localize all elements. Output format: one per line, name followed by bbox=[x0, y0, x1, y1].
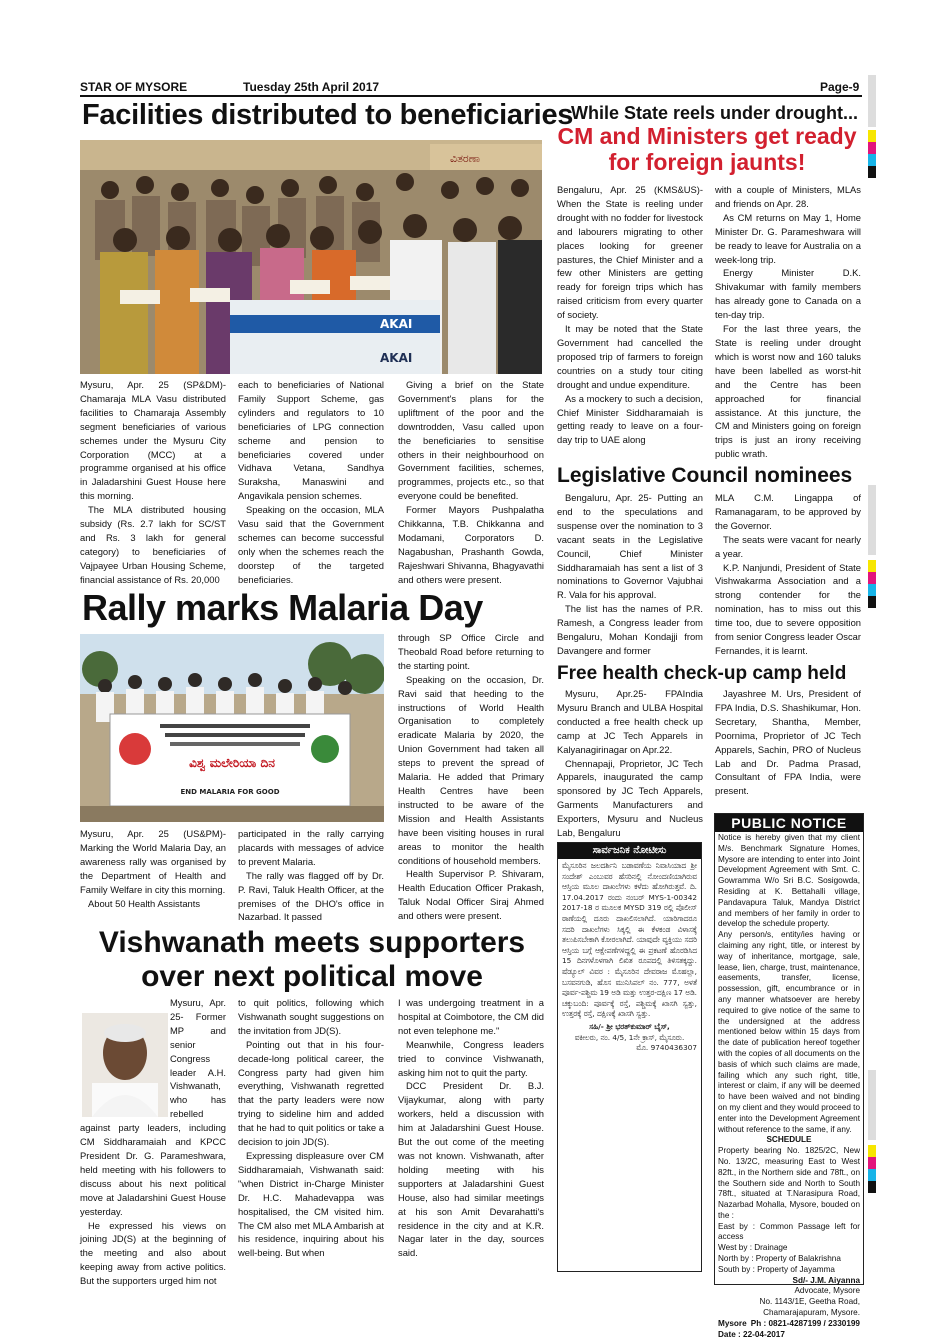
story2-headline-line2: for foreign jaunts! bbox=[608, 149, 806, 175]
public-notice-box bbox=[714, 813, 864, 1339]
story3-col2-p2: The seats were vacant for nearly a year. bbox=[715, 533, 861, 559]
kannada-notice-body: ಮೈಸೂರಿನ ಜಲದರ್ಶಿನಿ ಬಡಾವಣೆಯ ನಿವಾಸಿಯಾದ ಶ್ರೀ ಸಂದೇಶ್ ಎಂಬುವರ ಹೆಸರಿನಲ್ಲಿ ನೋಂದಣಿಯಾಗಿರುವ ಆಸ್ತಿಯ ಮೂಲ ದಾಖಲೆಗಳು ಕಳೆದು ಹೋಗಿರುತ್ತವೆ. ದಿ. 17.04.2017 ರಂದು ನಂಬರ್ MYS-1-00342 2017-18 ರ ಮೂಲಕ MYSD 319 ರಲ್ಲಿ ಪೊಲೀಸ್ ಠಾಣೆಯಲ್ಲಿ ದೂರು ದಾಖಲಿಸಲಾಗಿದೆ. ಯಾರಿಗಾದರೂ ಸದರಿ ದಾಖಲೆಗಳು ಸಿಕ್ಕಲ್ಲಿ ಈ ಕೆಳಕಂಡ ವಿಳಾಸಕ್ಕೆ ತಲುಪಿಸಬೇಕಾಗಿ ಕೋರಲಾಗಿದೆ. ಯಾವುದೇ ವ್ಯಕ್ತಿಯು ಸದರಿ ಆಸ್ತಿಯ ಬಗ್ಗೆ ಆಕ್ಷೇಪಣೆಗಳಿದ್ದಲ್ಲಿ ಈ ಪ್ರಕಟಣೆ ಹೊರಡಿಸಿದ 15 ದಿನಗಳೊಳಗಾಗಿ ಲಿಖಿತ ರೂಪದಲ್ಲಿ ತಿಳಿಸತಕ್ಕದ್ದು. ಷೆಡ್ಯೂಲ್ ವಿವರ : ಮೈಸೂರಿನ ದೇವರಾಜ ಮೊಹಲ್ಲಾ, ಬಸವನಗುಡಿ, ಹೊಸ ಮುನಿಸಿಪಲ್ ನಂ. 777, ಅಳತೆ ಪೂರ್ವ-ಪಶ್ಚಿಮ 19 ಅಡಿ ಮತ್ತು ಉತ್ತರ-ದಕ್ಷಿಣ 17 ಅಡಿ. ಚಕ್ಕುಬಂದಿ: ಪೂರ್ವಕ್ಕೆ ರಸ್ತೆ, ಪಶ್ಚಿಮಕ್ಕೆ ಖಾಸಗಿ ಸ್ವತ್ತು, ಉತ್ತರಕ್ಕೆ ರಸ್ತೆ, ದಕ್ಷಿಣಕ್ಕೆ ಖಾಸಗಿ ಸ್ವತ್ತು. bbox=[562, 861, 697, 1019]
beneficiaries-photo-art bbox=[80, 140, 542, 374]
story2-col2-p3: Energy Minister D.K. Shivakumar with family members has already gone to Canada on a ten-day trip. bbox=[715, 267, 861, 321]
story4-headline: Rally marks Malaria Day bbox=[82, 587, 483, 628]
story4-col3 bbox=[398, 631, 544, 923]
story1-col1-p1: Mysuru, Apr. 25 (SP&DM)- Chamaraja MLA Vasu distributed facilities to Chamaraja Assembly segment beneficiaries of various schemes under the Mysuru City Corporation (MCC) at a programme organised at his office in Jaladarshini Guest House here this morning. bbox=[80, 379, 226, 502]
story4-col2 bbox=[238, 827, 384, 924]
story6-col2-p3: Expressing displeasure over CM Siddharamaiah, Vishwanath said: "when District in-Charge Minister Dr. H.C. Mahadevappa was hospitalised, the CM visited him. The CM also met MLA Ambarish at his residence, inquiring about his well-being. But when bbox=[238, 1149, 384, 1259]
story4-col1-p2: About 50 Health Assistants bbox=[88, 897, 201, 909]
public-notice-phone: Ph : 0821-4287199 / 2330199 bbox=[750, 1318, 860, 1328]
story3-headline: Legislative Council nominees bbox=[557, 464, 853, 487]
story4-col3-p1: through SP Office Circle and Theobald Road before returning to the starting point. bbox=[398, 632, 544, 671]
registration-mark-cyan-3 bbox=[868, 1169, 876, 1181]
registration-mark-magenta bbox=[868, 142, 876, 154]
malaria-rally-photo-art bbox=[80, 634, 384, 822]
gray-mark-bottom bbox=[868, 1070, 876, 1140]
registration-mark-black-2 bbox=[868, 596, 876, 608]
public-notice-body: Notice is hereby given that my client M/s. Benchmark Signature Homes, Mysore are intending to enter into Joint Development Agreement with Smt. C. Gowramma W/o Sri B.C. Sosigowda, Residing at K. Bettahalli village, Pandavapura Taluk, Mandya District and members of her family in order to develop the schedule property. bbox=[718, 833, 860, 929]
rally-banner-line1: ವಿಶ್ವ ಮಲೇರಿಯಾ ದಿನ bbox=[189, 756, 275, 770]
story6-col2-p2: Pointing out that in his four-decade-long political career, the Congress party had given him everything, Vishwanath regretted that the party leaders were now trying to sideline him and added that he had to quit politics or take a decision to join JD(S). bbox=[238, 1038, 384, 1148]
public-notice-signature: Sd/- J.M. Aiyanna bbox=[792, 1275, 860, 1285]
story4-col2-p2: The rally was flagged off by Dr. P. Ravi, Taluk Health Officer, at the premises of the DHO's office in Nazarbad. It passed bbox=[238, 869, 384, 923]
public-notice-east: East by : Common Passage left for access bbox=[718, 1221, 860, 1242]
story6-col1-p1: Mysuru, Apr. 25- Former MP and senior Congress leader A.H. Vishwanath, who has rebelled against party leaders, including CM Siddharamaiah and KPCC President Dr. G. Parameshwara, held meeting with his followers to discuss about his next political move at Jaladarshini Guest House yesterday. bbox=[80, 997, 226, 1217]
public-notice-schedule: Property bearing No. 1825/2C, New No. 13/2C, measuring East to West 82ft., in the Northern side and 78ft., on the Southern side and North to South 78ft., situated at T.Narasipura Road, Nazarbad Mohalla, Mysore, bouded on the : bbox=[718, 1146, 860, 1220]
box-brand-text: AKAI bbox=[380, 317, 413, 331]
story5-col1 bbox=[557, 687, 703, 840]
registration-mark-yellow-2 bbox=[868, 560, 876, 572]
public-notice-north: North by : Property of Balakrishna bbox=[718, 1254, 841, 1264]
story1-col3 bbox=[398, 378, 544, 587]
public-notice-title: PUBLIC NOTICE bbox=[715, 814, 863, 832]
stage-banner-text: ವಿತರಣಾ bbox=[450, 152, 481, 165]
story2-kicker: While State reels under drought... bbox=[571, 103, 859, 123]
story5-col1-p2: Chennapaji, Proprietor, JC Tech Apparels, inaugurated the camp sponsored by JC Tech Apparels, Garments Manufacturers and Exporters, Mysuru and Nucleus Lab, Bengaluru bbox=[557, 757, 703, 839]
public-notice-schedule-title: SCHEDULE bbox=[766, 1135, 812, 1145]
portrait-wrap-spacer bbox=[80, 996, 170, 1121]
story1-col2-p1: each to beneficiaries of National Family Support Scheme, gas cylinders and regulators to 10 beneficiaries of LPG connection scheme and pension to beneficiaries covered under Vidhava Vetana, Sandhya Suraksha, Manaswini and Angavikala pension schemes. bbox=[238, 379, 384, 502]
story6-col1-p2: He expressed his views on joining JD(S) at the beginning of the meeting and also about keeping away from active politics. But the supporters urged him not bbox=[80, 1219, 226, 1287]
story3-col1 bbox=[557, 491, 703, 658]
story4-col3-p2: Speaking on the occasion, Dr. Ravi said that heeding to the instructions of World Health Organisation to completely eradicate Malaria by 2020, the Union Government had taken all steps to prevent the spread of Malaria. He added that Primary Health Centres have been instructed to be aware of the Mission and Health Assistants have been visiting houses in rural areas to monitor the health conditions of household members. bbox=[398, 673, 544, 866]
story3-col2 bbox=[715, 491, 861, 658]
public-notice-west: West by : Drainage bbox=[718, 1243, 788, 1253]
public-notice-footer bbox=[718, 1319, 860, 1330]
story6-col1 bbox=[80, 996, 226, 1288]
story4-col2-p1: participated in the rally carrying placards with messages of advice to prevent Malaria. bbox=[238, 828, 384, 867]
story6-col3-p3: DCC President Dr. B.J. Vijaykumar, along with party workers, held a discussion with him at Jaladarshini Guest House. But the out come of the meeting was not known. Vishwanath, after holding meeting with his supporters at Jaladarshini Guest House, also had similar meetings at his son Amit Devarahatti's residence in the city and at K.R. Nagar later in the day, sources said. bbox=[398, 1080, 544, 1259]
story5-col2 bbox=[715, 687, 861, 798]
issue-date: Tuesday 25th April 2017 bbox=[243, 80, 380, 94]
header-rule bbox=[80, 95, 862, 97]
paper-name: STAR OF MYSORE bbox=[80, 80, 188, 94]
malaria-rally-photo bbox=[80, 634, 384, 822]
story6-col3 bbox=[398, 996, 544, 1260]
kannada-notice-box bbox=[557, 842, 702, 1272]
story1-col2 bbox=[238, 378, 384, 587]
story2-col1-p3: As a mockery to such a decision, Chief Minister Siddharamaiah is getting ready to leave on a four-day trip to UAE along bbox=[557, 392, 703, 446]
public-notice-address1: No. 1143/1E, Geetha Road, bbox=[759, 1297, 860, 1307]
registration-mark-cyan-2 bbox=[868, 584, 876, 596]
story2-col1 bbox=[557, 183, 703, 447]
story2-col2-p2: As CM returns on May 1, Home Minister Dr. G. Parameshwara will be ready to leave for Australia on a week-long trip. bbox=[715, 211, 861, 265]
beneficiaries-photo bbox=[80, 140, 542, 374]
public-notice-place: Mysore bbox=[718, 1318, 747, 1328]
page-number: Page-9 bbox=[820, 80, 860, 94]
registration-mark-black-3 bbox=[868, 1181, 876, 1193]
gray-mark-mid bbox=[868, 485, 876, 555]
story1-col2-p2: Speaking on the occasion, MLA Vasu said that the Government schemes can become successful only when the schemes reach the doorstep of the targeted beneficiaries. bbox=[238, 504, 384, 585]
story6-headline-line1: Vishwanath meets supporters bbox=[98, 926, 526, 959]
story5-col2-p1: Jayashree M. Urs, President of FPA India, D.S. Shashikumar, Hon. Secretary, Shantha, Member, Poornima, Proprietor of JC Tech Apparels, Sachin, PRO of Nucleus Lab and Dr. Padma Prasad, Consultant of FPA India, were present. bbox=[715, 688, 861, 797]
story1-col1-p2: The MLA distributed housing subsidy (Rs. 2.7 lakh for SC/ST and Rs. 3 lakh for general category) to beneficiaries of Vajpayee Urban Housing Scheme, financial assistance of Rs. 20,000 bbox=[80, 504, 226, 585]
public-notice-date: Date : 22-04-2017 bbox=[718, 1329, 785, 1339]
story6-col2-p1: to quit politics, following which Vishwanath sought suggestions on the invitation from JD(S). bbox=[238, 997, 384, 1036]
public-notice-address2: Chamarajapuram, Mysore. bbox=[763, 1308, 860, 1318]
story3-col2-p3: K.P. Nanjundi, President of State Vishwakarma Association and a strong contender for the nomination, has to miss out this time too, due to severe opposition from senior Congress leader Oscar Fernandes, it is learnt. bbox=[715, 561, 861, 656]
story2-col1-p2: It may be noted that the State Government had cancelled the proposed trip of farmers to foreign countries on a study tour citing drought and undue expenditure. bbox=[557, 323, 703, 390]
story1-col1 bbox=[80, 378, 226, 587]
story2-headline-line1: CM and Ministers get ready bbox=[557, 123, 857, 149]
kannada-notice-sig1: ಸಹಿ/- ಶ್ರೀ ಭರತ್‌ಕುಮಾರ್ ಬೈಸ್, bbox=[589, 1021, 670, 1031]
registration-mark-magenta-2 bbox=[868, 572, 876, 584]
story3-col1-p2: The list has the names of P.R. Ramesh, a Congress leader from Bengaluru, Mohan Kondajji from Davangere and former bbox=[557, 603, 703, 656]
registration-mark-magenta-3 bbox=[868, 1157, 876, 1169]
registration-mark-yellow-3 bbox=[868, 1145, 876, 1157]
rally-banner-line2: END MALARIA FOR GOOD bbox=[180, 788, 280, 796]
registration-mark-black bbox=[868, 166, 876, 178]
box-brand-text-2: AKAI bbox=[380, 351, 413, 365]
registration-mark-cyan bbox=[868, 154, 876, 166]
public-notice-south: South by : Property of Jayamma bbox=[718, 1264, 835, 1274]
story2-col2-p1: with a couple of Ministers, MLAs and friends on Apr. 28. bbox=[715, 184, 861, 209]
kannada-notice-title: ಸಾರ್ವಜನಿಕ ನೋಟೀಸು bbox=[558, 843, 701, 859]
story2-col2-p4: For the last three years, the State is reeling under drought which is worst now and 160 taluks have been labelled as worst-hit and the Centre has been approached for financial assistance. At this juncture, the CM and Ministers going on foreign trips is just an irony receiving public wrath. bbox=[715, 323, 861, 460]
story5-col1-p1: Mysuru, Apr.25- FPAIndia Mysuru Branch and ULBA Hospital conducted a free health check up camp at JC Tech Apparels in Kalyanagirinagar on Apr.22. bbox=[557, 688, 703, 755]
story3-col1-p1: Bengaluru, Apr. 25- Putting an end to the speculations and suspense over the nomination to 3 vacant seats in the Legislative Council, Chief Minister Siddharamaiah has sent a list of 3 nominations to Governor Vajubhai R. Vala for his approval. bbox=[557, 492, 703, 601]
story6-col3-p2: Meanwhile, Congress leaders tried to convince Vishwanath, asking him not to quit the party. bbox=[398, 1038, 544, 1078]
registration-mark-yellow bbox=[868, 130, 876, 142]
kannada-notice-sig3: ಮೊ. 9740436307 bbox=[636, 1043, 697, 1053]
story6-col2 bbox=[238, 996, 384, 1260]
story2-col1-p1: Bengaluru, Apr. 25 (KMS&US)- When the State is reeling under drought with no fodder for livestock and labourers migrating to other places looking for greener pastures, the Chief Minister and a few other Ministers are getting ready for foreign trips which has raised criticism from every quarter of society. bbox=[557, 184, 703, 321]
story6-headline-line2: over next political move bbox=[141, 960, 483, 993]
story1-headline: Facilities distributed to beneficiaries bbox=[82, 99, 574, 131]
story2-col2 bbox=[715, 183, 861, 461]
story3-col2-p1: MLA C.M. Lingappa of Ramanagaram, to be approved by the Governor. bbox=[715, 492, 861, 531]
story4-col1 bbox=[80, 827, 226, 910]
kannada-notice-sig2: ವಕೀಲರು, ನಂ. 4/5, 1ನೇ ಕ್ರಾಸ್, ಮೈಸೂರು. bbox=[574, 1032, 685, 1042]
story4-col3-p3: Health Supervisor P. Shivaram, Health Education Officer Prakash, Taluk Nodal Officer Siraj Ahmed and others were present. bbox=[398, 868, 544, 922]
story4-col1-p1: Mysuru, Apr. 25 (US&PM)- Marking the World Malaria Day, an awareness rally was organised by the Department of Health and Family Welfare in city this morning. bbox=[80, 828, 226, 895]
public-notice-body2: Any person/s, entity/ies having or claiming any right, title, or interest by way of inheritance, mortgage, sale, lease, lien, charge, trust, maintenance, easements, transfer, license, possession, gift, encumbrance or in any manner whatsoever are hereby required to give notice of the same to the undersigned at the address mentioned below within 15 days from the date of publication hereof together with the copies of all documents on the basis of which such claims are made, failing which any such right, title, interest or claim, if any will be deemed to have been waived and not binding on my client and they would proceed to enter into the Development Agreement without reference to the same, if any. bbox=[718, 930, 861, 1134]
gray-mark-top bbox=[868, 75, 876, 127]
story5-headline: Free health check-up camp held bbox=[557, 663, 847, 684]
story1-col3-p2: Former Mayors Pushpalatha Chikkanna, T.B. Chikkanna and Modamani, Corporators D. Nagabushan, Prashanth Gowda, Rajeshwari Shivanna, Bhagyavathi and others were present. bbox=[398, 504, 544, 585]
story6-col3-p1: I was undergoing treatment in a hospital at Coimbotore, the CM did not even telephone me." bbox=[398, 997, 544, 1036]
story1-col3-p1: Giving a brief on the State Government's plans for the upliftment of the poor and the downtrodden, Vasu called upon the beneficiaries to sensitise others in their neighbourhood on Government facilities, schemes, programmes, projects etc., so that everyone could be benefited. bbox=[398, 379, 544, 502]
public-notice-advocate: Advocate, Mysore bbox=[794, 1286, 860, 1296]
